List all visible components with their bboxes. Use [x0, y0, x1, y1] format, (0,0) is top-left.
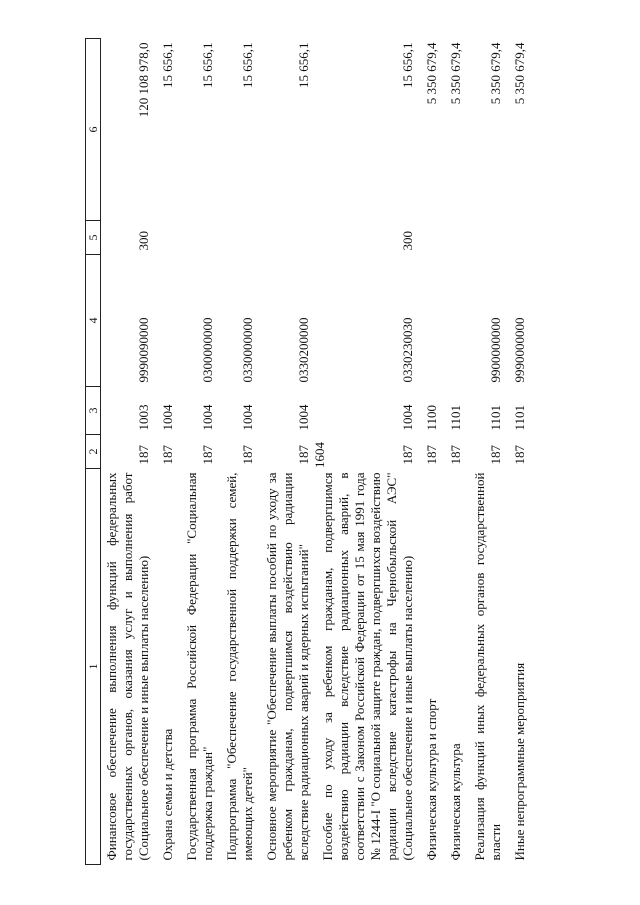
row-name: Государственная программа Российской Федерации "Социальная поддержка граждан" — [184, 472, 215, 861]
row-section-code: 1004 — [400, 404, 415, 431]
row-target-code: 9990090000 — [136, 317, 151, 383]
row-expense-type — [261, 221, 317, 255]
row-name: Охрана семьи и детства — [160, 728, 175, 861]
column-header-4: 4 — [86, 255, 101, 387]
rotated-budget-sheet — [85, 39, 555, 865]
row-amount: 15 656,1 — [400, 42, 415, 88]
row-ministry-code: 187 — [424, 445, 439, 465]
row-target-code — [421, 255, 445, 387]
row-target-code: 0330200000 — [296, 317, 311, 383]
row-expense-type — [181, 221, 221, 255]
table-row — [261, 39, 317, 865]
row-amount: 5 350 679,4 — [448, 42, 463, 105]
row-amount: 120 108 978,0 — [136, 42, 151, 118]
row-name: Реализация функций иных федеральных органов государственной власти — [472, 472, 503, 861]
row-ministry-code: 187 — [160, 445, 175, 465]
row-amount: 5 350 679,4 — [488, 42, 503, 105]
column-header-6: 6 — [86, 39, 101, 221]
row-name: Подпрограмма "Обеспечение государственной поддержки семей, имеющих детей" — [224, 472, 255, 861]
row-name: Иные непрограммные мероприятия — [512, 662, 527, 861]
table-row — [469, 39, 509, 865]
row-expense-type — [469, 221, 509, 255]
column-header-2: 2 — [86, 435, 101, 469]
row-ministry-code: 187 — [136, 445, 151, 465]
row-ministry-code: 187 — [488, 445, 503, 465]
column-number-row — [86, 39, 101, 865]
row-target-code: 0330230030 — [400, 317, 415, 383]
row-target-code: 0300000000 — [200, 317, 215, 383]
row-name: Физическая культура и спорт — [424, 698, 439, 861]
table-row — [221, 39, 261, 865]
row-amount: 15 656,1 — [160, 42, 175, 88]
row-amount: 5 350 679,4 — [512, 42, 527, 105]
row-ministry-code: 187 — [448, 445, 463, 465]
row-expense-type — [421, 221, 445, 255]
table-row — [181, 39, 221, 865]
row-ministry-code: 187 — [400, 445, 415, 465]
row-target-code: 0330000000 — [240, 317, 255, 383]
column-header-5: 5 — [86, 221, 101, 255]
row-expense-type: 300 — [400, 231, 415, 251]
row-section-code: 1004 — [160, 404, 175, 431]
row-section-code: 1100 — [424, 404, 439, 431]
row-ministry-code: 187 — [296, 445, 311, 465]
table-row — [421, 39, 445, 865]
row-section-code: 1004 — [296, 404, 311, 431]
row-ministry-code: 187 — [240, 445, 255, 465]
row-expense-type: 300 — [136, 231, 151, 251]
row-section-code: 1004 — [240, 404, 255, 431]
row-expense-type — [509, 221, 533, 255]
column-header-1: 1 — [86, 469, 101, 865]
table-row — [157, 39, 181, 865]
row-target-code — [445, 255, 469, 387]
row-amount: 15 656,1 — [296, 42, 311, 88]
row-section-code: 1101 — [512, 404, 527, 431]
page-number: 1604 — [312, 442, 327, 468]
row-section-code: 1003 — [136, 404, 151, 431]
row-ministry-code: 187 — [200, 445, 215, 465]
table-row — [445, 39, 469, 865]
table-row — [101, 39, 158, 865]
row-target-code: 9990000000 — [512, 317, 527, 383]
row-ministry-code: 187 — [512, 445, 527, 465]
row-name: Пособие по уходу за ребенком гражданам, подвергшимся воздействию радиации вследствие радиационных аварий, в соответствии с Законом Российской Федерации от 15 мая 1991 года № 1244-I "О социальной защите граждан, подвергшихся воздействию радиации вследствие катастрофы на Чернобыльской АЭС" (Социальное обеспечение и иные выплаты населению) — [320, 472, 415, 861]
row-expense-type — [445, 221, 469, 255]
row-amount: 5 350 679,4 — [424, 42, 439, 105]
row-expense-type — [221, 221, 261, 255]
row-amount: 15 656,1 — [200, 42, 215, 88]
row-target-code: 9900000000 — [488, 317, 503, 383]
budget-table — [85, 38, 533, 865]
table-row — [317, 39, 421, 865]
row-name: Основное мероприятие "Обеспечение выплаты пособий по уходу за ребенком гражданам, подвергшимся воздействию радиации вследствие радиационных аварий и ядерных испытаний" — [264, 472, 311, 861]
row-section-code: 1004 — [200, 404, 215, 431]
row-expense-type — [157, 221, 181, 255]
row-name: Физическая культура — [448, 743, 463, 861]
row-section-code: 1101 — [488, 404, 503, 431]
row-target-code — [157, 255, 181, 387]
row-section-code: 1101 — [448, 404, 463, 431]
column-header-3: 3 — [86, 387, 101, 435]
row-name: Финансовое обеспечение выполнения функций федеральных государственных органов, оказания услуг и выполнения работ (Социальное обеспечение и иные выплаты населению) — [104, 472, 151, 861]
table-row — [509, 39, 533, 865]
row-amount: 15 656,1 — [240, 42, 255, 88]
